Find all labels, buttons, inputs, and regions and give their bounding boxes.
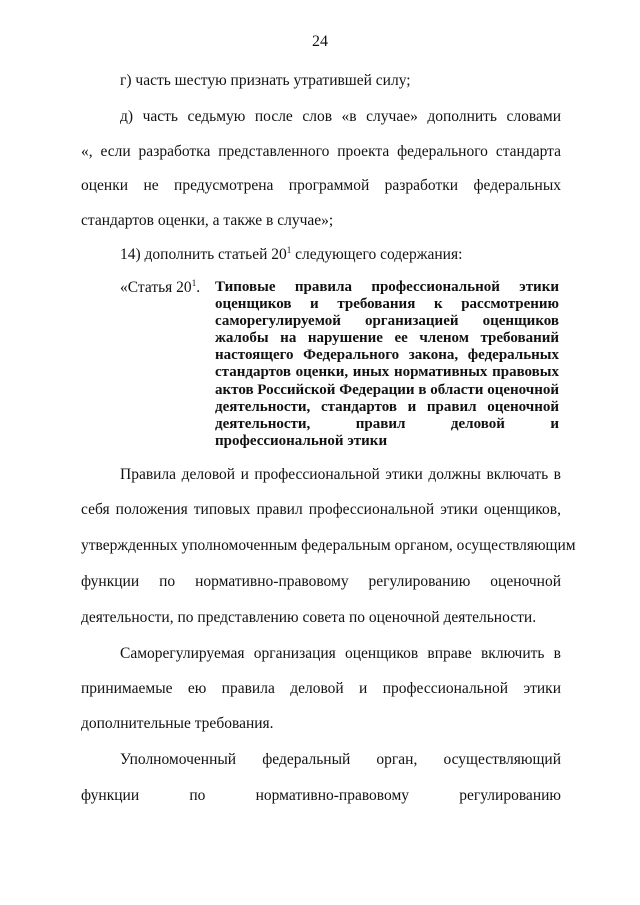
text-line-body-7: принимаемые ею правила деловой и профессиональной этики xyxy=(81,680,561,697)
text-line-body-1: Правила деловой и профессиональной этики должны включать в xyxy=(120,466,561,483)
item-14-line xyxy=(120,246,561,264)
article-label xyxy=(120,279,200,297)
heading-line-6: стандартов оценки, иных нормативных правовых xyxy=(215,364,559,381)
heading-line-7: актов Российской Федерации в области оценочной xyxy=(215,381,559,398)
text-line-body-6: Саморегулируемая организация оценщиков вправе включить в xyxy=(120,645,561,662)
text-line-body-2: себя положения типовых правил профессиональной этики оценщиков, xyxy=(81,501,561,518)
heading-line-5: настоящего Федерального закона, федеральных xyxy=(215,347,559,364)
text-line-body-10: функции по нормативно-правовому регулированию xyxy=(81,787,561,804)
heading-line-10: профессиональной этики xyxy=(215,432,388,449)
text-line-body-9: Уполномоченный федеральный орган, осуществляющий xyxy=(120,751,561,768)
item-14-superscript: 1 xyxy=(286,244,292,255)
heading-line-4: жалобы на нарушение ее членом требований xyxy=(215,330,559,347)
article-label-dot: . xyxy=(196,279,201,296)
text-line-body-5: деятельности, по представлению совета по оценочной деятельности. xyxy=(81,609,537,626)
text-line-intro-5: стандартов оценки, а также в случае»; xyxy=(81,212,334,229)
text-line-intro-3: «, если разработка представленного проекта федерального стандарта xyxy=(81,143,561,160)
article-label-text: «Статья 20 xyxy=(120,279,192,296)
heading-line-2: оценщиков и требования к рассмотрению xyxy=(215,296,559,313)
item-14-text-after: следующего содержания: xyxy=(291,246,463,263)
text-line-body-4: функции по нормативно-правовому регулированию оценочной xyxy=(81,573,561,590)
heading-line-3: саморегулируемой организацией оценщиков xyxy=(215,313,559,330)
page-number: 24 xyxy=(312,33,328,50)
heading-line-9: деятельности, правил деловой и xyxy=(215,415,559,432)
article-label-superscript: 1 xyxy=(191,277,197,288)
text-line-intro-4: оценки не предусмотрена программой разработки федеральных xyxy=(81,177,561,194)
item-14-text: 14) дополнить статьей 20 xyxy=(120,246,287,263)
article-heading xyxy=(215,279,559,450)
text-line-intro-2: д) часть седьмую после слов «в случае» дополнить словами xyxy=(120,108,561,125)
text-line-intro-1: г) часть шестую признать утратившей силу; xyxy=(120,72,411,89)
heading-line-8: деятельности, стандартов и правил оценочной xyxy=(215,398,559,415)
text-line-body-8: дополнительные требования. xyxy=(81,715,274,732)
heading-line-1: Типовые правила профессиональной этики xyxy=(215,279,559,295)
text-line-body-3: утвержденных уполномоченным федеральным органом, осуществляющим xyxy=(81,537,576,554)
